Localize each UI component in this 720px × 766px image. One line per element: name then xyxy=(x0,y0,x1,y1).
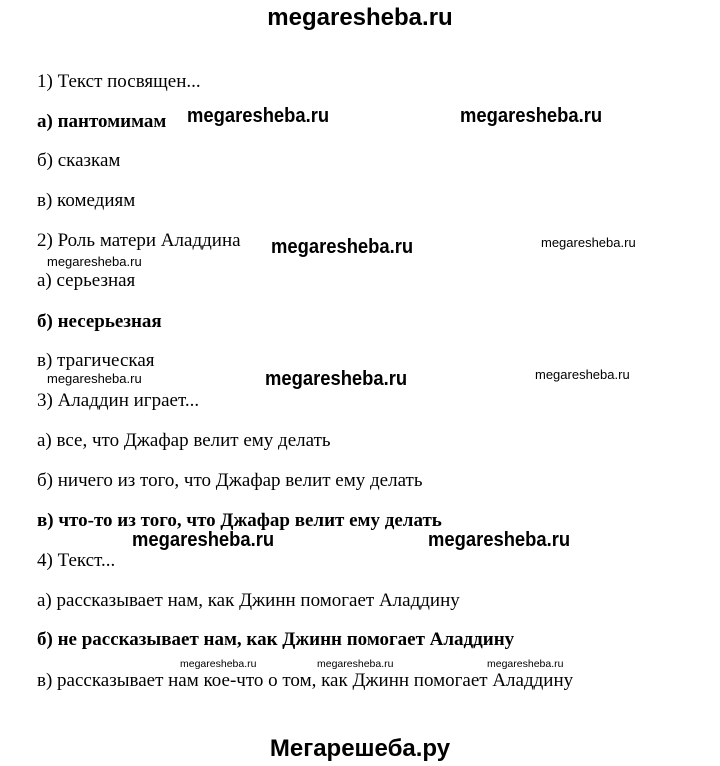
watermark: megaresheba.ru xyxy=(535,367,630,382)
watermark: megaresheba.ru xyxy=(265,368,408,390)
watermark: megaresheba.ru xyxy=(487,658,564,670)
question-3: 3) Аладдин играет... xyxy=(37,390,200,411)
watermark: megaresheba.ru xyxy=(47,254,142,269)
watermark: megaresheba.ru xyxy=(47,371,142,386)
site-footer: Мегарешеба.ру xyxy=(269,735,451,762)
question-1-option-c: в) комедиям xyxy=(37,190,136,211)
question-4-option-b-correct: б) не рассказывает нам, как Джинн помогает Аладдину xyxy=(37,629,515,650)
question-1-option-b: б) сказкам xyxy=(37,150,121,171)
watermark: megaresheba.ru xyxy=(428,529,571,551)
question-3-option-c-correct: в) что-то из того, что Джафар велит ему делать xyxy=(37,510,442,531)
question-4-option-a: а) рассказывает нам, как Джинн помогает Аладдину xyxy=(37,590,460,611)
watermark: megaresheba.ru xyxy=(541,235,636,250)
site-header: megaresheba.ru xyxy=(267,4,453,31)
question-2-option-b-correct: б) несерьезная xyxy=(37,311,162,332)
question-2-option-c: в) трагическая xyxy=(37,350,155,371)
watermark: megaresheba.ru xyxy=(460,105,603,127)
watermark: megaresheba.ru xyxy=(187,105,330,127)
question-2: 2) Роль матери Аладдина xyxy=(37,230,241,251)
watermark: megaresheba.ru xyxy=(317,658,394,670)
question-1-option-a-correct: а) пантомимам xyxy=(37,111,167,132)
question-3-option-a: а) все, что Джафар велит ему делать xyxy=(37,430,331,451)
question-2-option-a: а) серьезная xyxy=(37,270,136,291)
question-4-option-c: в) рассказывает нам кое-что о том, как Джинн помогает Аладдину xyxy=(37,670,574,691)
question-1: 1) Текст посвящен... xyxy=(37,71,201,92)
question-4: 4) Текст... xyxy=(37,550,116,571)
question-3-option-b: б) ничего из того, что Джафар велит ему делать xyxy=(37,470,423,491)
watermark: megaresheba.ru xyxy=(180,658,257,670)
watermark: megaresheba.ru xyxy=(132,529,275,551)
watermark: megaresheba.ru xyxy=(271,236,414,258)
